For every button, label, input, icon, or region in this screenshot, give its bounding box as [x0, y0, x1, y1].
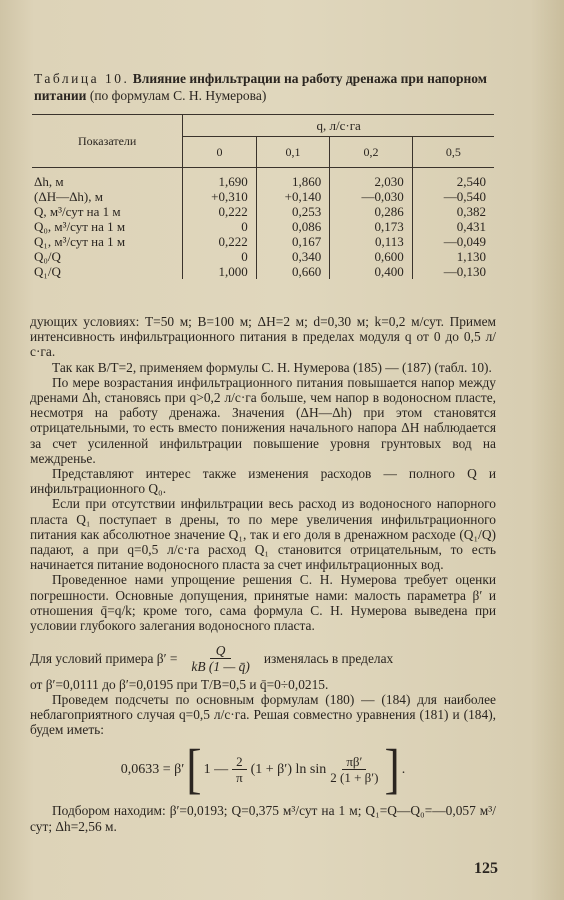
fraction-denominator: kB (1 — q̄) — [191, 659, 250, 675]
table-cell: 0 — [183, 249, 256, 264]
fraction — [330, 754, 378, 785]
table-cell: 0,086 — [256, 219, 329, 234]
paragraph: Так как B/T=2, применяем формулы С. Н. Нумерова (185) — (187) (табл. 10). — [52, 359, 492, 375]
table-caption — [34, 70, 504, 104]
formula-beta — [30, 643, 496, 674]
header-unit: q, л/с·га — [183, 115, 494, 137]
equation-part: (1 + β′) ln sin — [250, 761, 327, 777]
table-cell: 0,286 — [330, 204, 413, 219]
header-col-0: 0 — [183, 137, 256, 168]
equation-left: 0,0633 = β′ — [120, 761, 185, 777]
fraction-numerator: Q — [210, 643, 232, 659]
table-row — [32, 189, 494, 204]
row-label: Δh, м — [34, 174, 64, 189]
fraction-denominator: 2 (1 + β′) — [330, 769, 379, 785]
table-cell: 0,167 — [256, 234, 329, 249]
row-label: (ΔH—Δh), м — [34, 189, 103, 204]
equation-end: . — [401, 761, 406, 777]
table-cell: 0,382 — [412, 204, 494, 219]
table-cell: 1,860 — [256, 168, 329, 190]
table-cell: 2,540 — [412, 168, 494, 190]
table-row — [32, 249, 494, 264]
body-text — [30, 314, 496, 834]
table-cell: 0,660 — [256, 264, 329, 279]
table-cell: 0,113 — [330, 234, 413, 249]
header-col-1: 0,1 — [256, 137, 329, 168]
caption-table-number: Таблица 10. — [34, 71, 130, 86]
fraction — [185, 643, 255, 674]
paragraph: Подбором находим: β′=0,0193; Q=0,375 м³/сут на 1 м; Q₁=Q—Q₀=—0,057 м³/сут; Δh=2,56 м. — [30, 803, 496, 834]
data-table — [32, 114, 494, 279]
table-row — [32, 204, 494, 219]
table-row — [32, 264, 494, 279]
table-row — [32, 219, 494, 234]
table-cell: 2,030 — [330, 168, 413, 190]
table-cell: 1,690 — [183, 168, 256, 190]
table-cell: 0,431 — [412, 219, 494, 234]
table-cell: —0,049 — [412, 234, 494, 249]
paragraph: от β′=0,0111 до β′=0,0195 при T/B=0,5 и q̄=0÷0,0215. — [30, 676, 329, 692]
table-cell: 1,000 — [183, 264, 256, 279]
row-label: Q₁, м³/сут на 1 м — [34, 234, 126, 249]
fraction-numerator: πβ′ — [342, 754, 366, 770]
table-cell: —0,540 — [412, 189, 494, 204]
table-cell: 0,222 — [183, 234, 256, 249]
formula-equation — [30, 738, 496, 800]
paragraph: дующих условиях: T=50 м; B=100 м; ΔH=2 м; d=0,30 м; k=0,2 м/сут. Примем интенсивность инфильтрационного питания в пределах модуля q от 0 до 0,5 л/с·га. — [30, 314, 496, 360]
paragraph: Представляют интерес также изменения расходов — полного Q и инфильтрационного Q₀. — [30, 466, 496, 497]
row-label: Q₀/Q — [34, 249, 61, 264]
table-cell: —0,030 — [330, 189, 413, 204]
header-col-2: 0,2 — [330, 137, 413, 168]
row-label: Q₀, м³/сут на 1 м — [34, 219, 126, 234]
table-cell: 1,130 — [412, 249, 494, 264]
table-cell: +0,310 — [183, 189, 256, 204]
row-label: Q, м³/сут на 1 м — [34, 204, 121, 219]
row-label: Q₁/Q — [34, 264, 61, 279]
header-indicators: Показатели — [32, 115, 183, 168]
left-bracket: [ — [186, 738, 202, 800]
fraction — [232, 754, 247, 785]
paragraph: Проведем подсчеты по основным формулам (180) — (184) для наиболее неблагоприятного случая q=0,5 л/с·га. Решая совместно уравнения (181) и (184), будем иметь: — [30, 691, 496, 738]
table-cell: +0,140 — [256, 189, 329, 204]
table-cell: 0,253 — [256, 204, 329, 219]
table-cell: —0,130 — [412, 264, 494, 279]
paragraph: Если при отсутствии инфильтрации весь расход из водоносного напорного пласта Q₁ поступает в дрены, то по мере увеличения инфильтрационного питания как абсолютное значение Q₁, так и его доля в дренажном расходе (Q₁/Q) падают, а при q=0,5 л/с·га расход Q₁ становится отрицательным, то есть начинается питание водоносного пласта за счет инфильтрационных вод. — [30, 496, 496, 573]
paragraph: По мере возрастания инфильтрационного питания повышается напор между дренами Δh, становясь при q>0,2 л/с·га больше, чем напор в водоносном пласте, несмотря на работу дренажа. Значения (ΔH—Δh) при этом становятся отрицательными, то есть вместо понижения начального напора ΔH наблюдается за счет усиленной инфильтрации повышение уровня грунтовых вод на междренье. — [30, 374, 496, 466]
paragraph: Проведенное нами упрощение решения С. Н. Нумерова требует оценки погрешности. Основные допущения, принятые нами: малость параметра β′ и отношения q̄=q/k; кроме того, сама формула С. Н. Нумерова выведена при условии глубокого залегания водоносного пласта. — [30, 572, 496, 634]
table-row — [32, 168, 494, 190]
fraction-numerator: 2 — [232, 754, 247, 770]
caption-title: Влияние инфильтрации на работу дренажа при напорном питании — [34, 71, 487, 103]
caption-source: (по формулам С. Н. Нумерова) — [89, 88, 267, 103]
equation-part: 1 — — [203, 761, 229, 777]
header-col-3: 0,5 — [412, 137, 494, 168]
table-row — [32, 234, 494, 249]
table-cell: 0 — [183, 219, 256, 234]
table-cell: 0,222 — [183, 204, 256, 219]
formula-lead: Для условий примера β′ = — [30, 651, 178, 667]
table-cell: 0,173 — [330, 219, 413, 234]
formula-tail: изменялась в пределах — [263, 651, 394, 667]
table-cell: 0,600 — [330, 249, 413, 264]
page-number: 125 — [474, 860, 498, 877]
table-cell: 0,400 — [330, 264, 413, 279]
table-cell: 0,340 — [256, 249, 329, 264]
right-bracket: ] — [384, 738, 400, 800]
fraction-denominator: π — [236, 769, 243, 785]
